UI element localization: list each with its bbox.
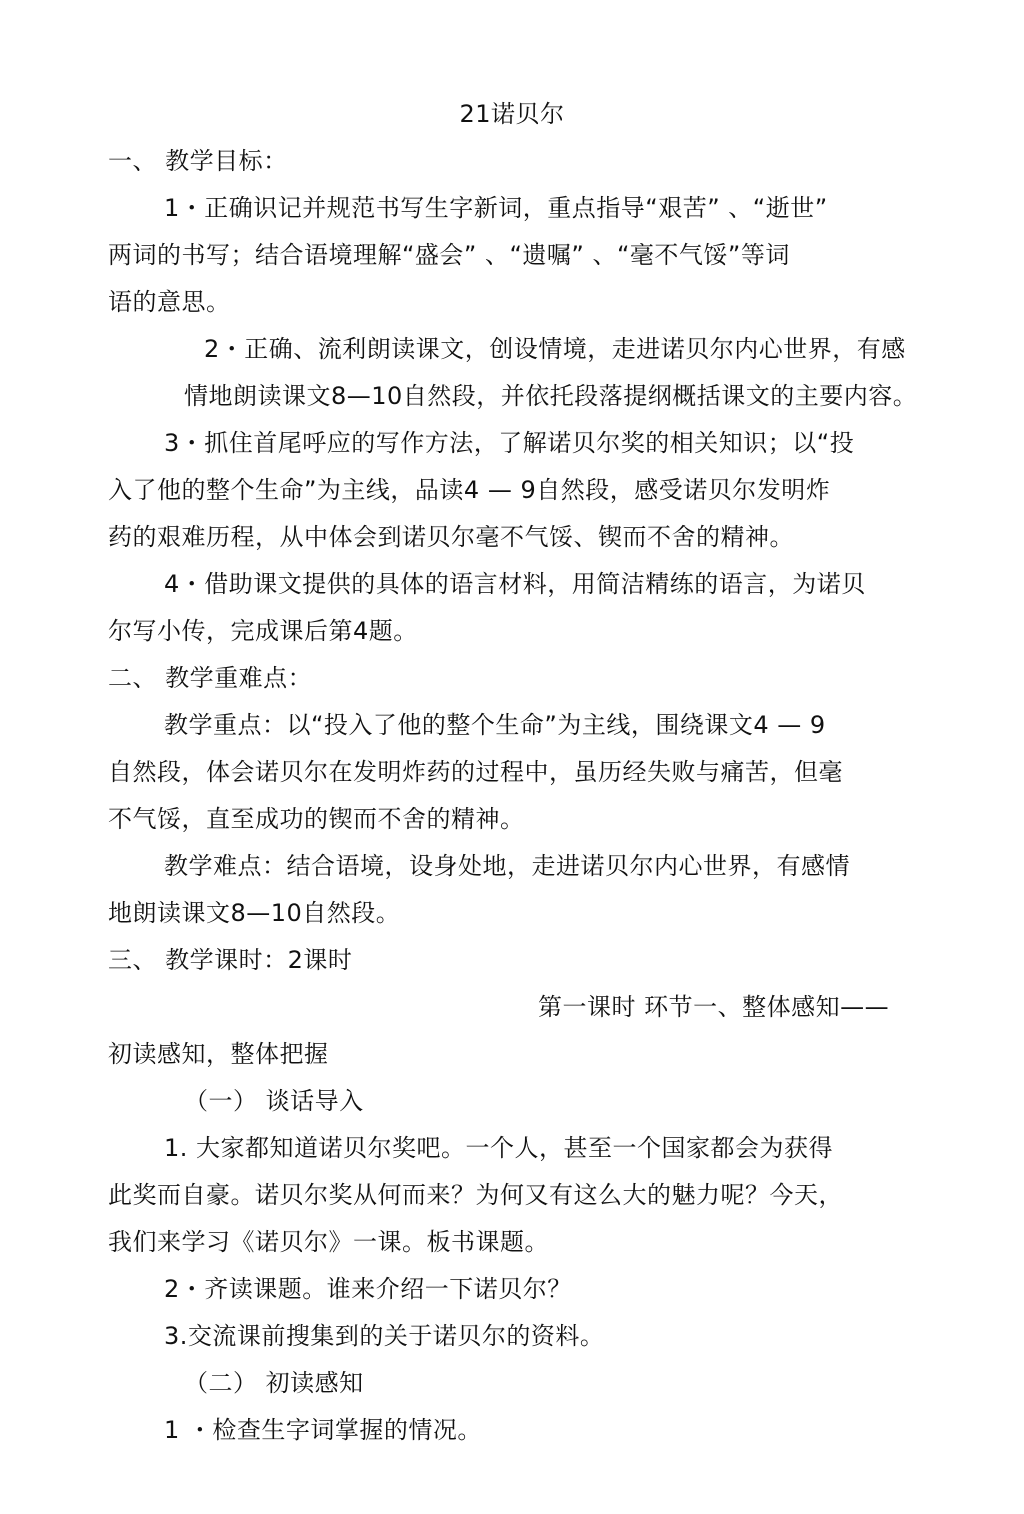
- paragraph-line: 1 ・检查生字词掌握的情况。: [164, 1416, 482, 1444]
- paragraph-line: 2・齐读课题。谁来介绍一下诺贝尔？: [164, 1275, 572, 1303]
- paragraph-line: 教学重点：以“投入了他的整个生命”为主线，围绕课文4 — 9: [164, 711, 826, 739]
- paragraph-line: 尔写小传，完成课后第4题。: [108, 617, 418, 645]
- subsection-heading: （二） 初读感知: [184, 1369, 364, 1397]
- section-heading-objectives: 一、 教学目标：: [108, 147, 288, 175]
- section-heading-class-hours: 三、 教学课时：2课时: [108, 946, 353, 974]
- paragraph-line: 1・正确识记并规范书写生字新词，重点指导“艰苦” 、“逝世”: [164, 194, 828, 222]
- paragraph-line: 1. 大家都知道诺贝尔奖吧。一个人，甚至一个国家都会为获得: [164, 1134, 834, 1162]
- paragraph-line: 入了他的整个生命”为主线，品读4 — 9自然段，感受诺贝尔发明炸: [108, 476, 831, 504]
- paragraph-line: 4・借助课文提供的具体的语言材料，用简洁精练的语言，为诺贝: [164, 570, 866, 598]
- paragraph-line: 我们来学习《诺贝尔》一课。板书课题。: [108, 1228, 549, 1256]
- lesson-heading: 第一课时 环节一、整体感知——: [538, 993, 890, 1021]
- paragraph-line: 此奖而自豪。诺贝尔奖从何而来？为何又有这么大的魅力呢？今天，: [108, 1181, 843, 1209]
- paragraph-line: 3.交流课前搜集到的关于诺贝尔的资料。: [164, 1322, 605, 1350]
- paragraph-line: 药的艰难历程，从中体会到诺贝尔毫不气馁、锲而不舍的精神。: [108, 523, 794, 551]
- paragraph-line: 自然段，体会诺贝尔在发明炸药的过程中，虽历经失败与痛苦，但毫: [108, 758, 843, 786]
- document-title: 21诺贝尔: [459, 100, 565, 128]
- paragraph-line: 两词的书写；结合语境理解“盛会” 、“遗嘱” 、“毫不气馁”等词: [108, 241, 790, 269]
- section-heading-key-points: 二、 教学重难点：: [108, 664, 313, 692]
- paragraph-line: 不气馁，直至成功的锲而不舍的精神。: [108, 805, 525, 833]
- paragraph-line: 教学难点：结合语境，设身处地，走进诺贝尔内心世界，有感情: [164, 852, 850, 880]
- paragraph-line: 语的意思。: [108, 288, 231, 316]
- paragraph-line: 地朗读课文8—10自然段。: [108, 899, 401, 927]
- paragraph-line: 2・正确、流利朗读课文，创设情境，走进诺贝尔内心世界，有感: [204, 335, 906, 363]
- lesson-subheading: 初读感知，整体把握: [108, 1040, 329, 1068]
- subsection-heading: （一） 谈话导入: [184, 1087, 364, 1115]
- paragraph-line: 3・抓住首尾呼应的写作方法，了解诺贝尔奖的相关知识；以“投: [164, 429, 855, 457]
- paragraph-line: 情地朗读课文8—10自然段，并依托段落提纲概括课文的主要内容。: [184, 382, 918, 410]
